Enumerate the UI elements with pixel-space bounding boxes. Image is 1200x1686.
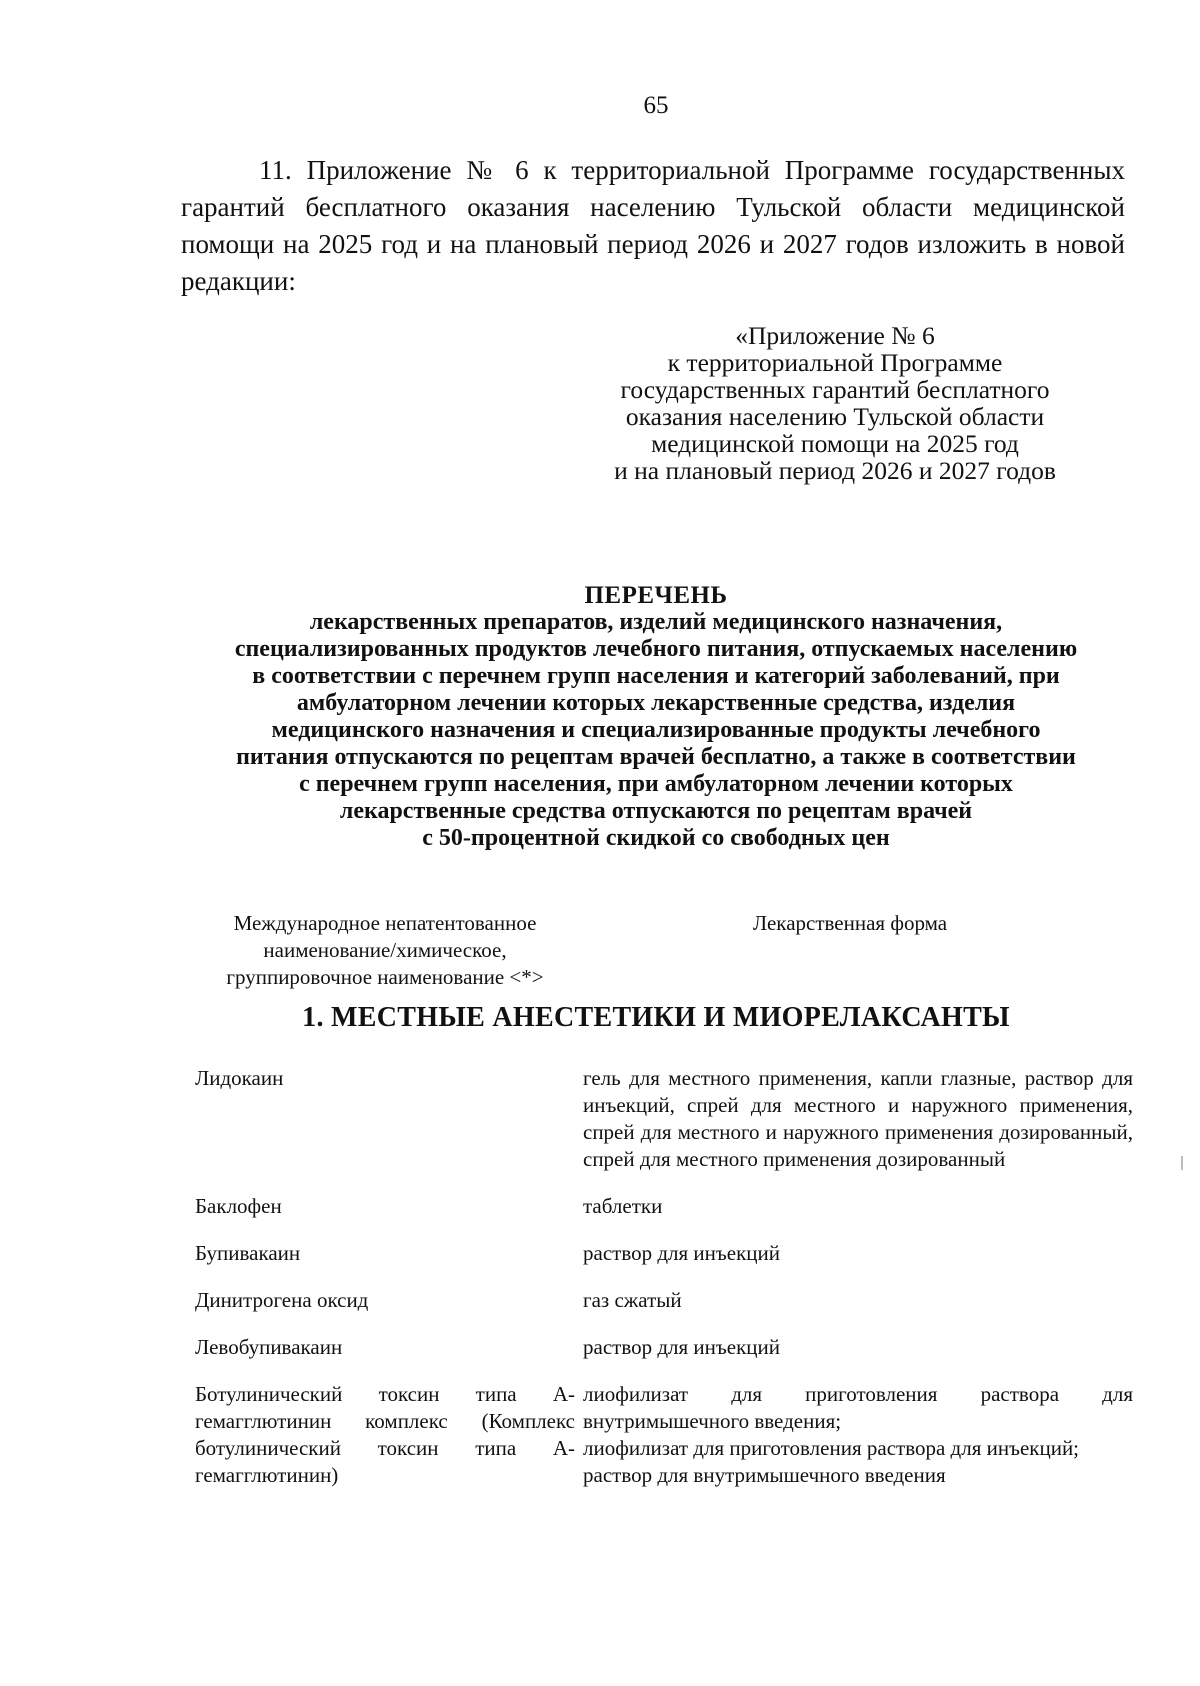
list-title-line: лекарственные средства отпускаются по рецептам врачей xyxy=(339,798,973,824)
annex-header-line: государственных гарантий бесплатного xyxy=(620,375,1050,404)
table-row xyxy=(195,1240,1140,1267)
dosage-form-line: гель для местного применения, капли глазные, раствор для инъекций, спрей для местного и наружного применения, спрей для местного и наружного применения дозированный, спрей для местного применения дозированный xyxy=(583,1066,1133,1171)
drug-name: Ботулинический токсин типа А-гемагглютинин комплекс (Комплекс ботулинический токсин типа А-гемагглютинин) xyxy=(195,1382,575,1487)
drug-table xyxy=(195,1065,1140,1509)
annex-header-line: к территориальной Программе xyxy=(667,348,1003,377)
dosage-form-line: таблетки xyxy=(583,1194,663,1218)
dosage-form-line: раствор для инъекций xyxy=(583,1241,780,1265)
dosage-form xyxy=(583,1381,1133,1489)
dosage-form xyxy=(583,1240,1133,1267)
annex-header-line: и на плановый период 2026 и 2027 годов xyxy=(614,456,1056,485)
table-row xyxy=(195,1065,1140,1173)
dosage-form-line: лиофилизат для приготовления раствора для внутримышечного введения; xyxy=(583,1382,1133,1433)
list-title-line: лекарственных препаратов, изделий медицинского назначения, xyxy=(309,609,1003,635)
dosage-form xyxy=(583,1334,1133,1361)
drug-name: Лидокаин xyxy=(195,1066,284,1090)
drug-name: Левобупивакаин xyxy=(195,1335,343,1359)
annex-header-line: медицинской помощи на 2025 год xyxy=(651,429,1019,458)
list-title-line: питания отпускаются по рецептам врачей бесплатно, а также в соответствии xyxy=(236,744,1076,770)
page-number: 65 xyxy=(643,92,669,119)
list-title-line: специализированных продуктов лечебного питания, отпускаемых населению xyxy=(234,636,1078,662)
table-row xyxy=(195,1334,1140,1361)
drug-name: Бупивакаин xyxy=(195,1241,301,1265)
list-title-line: медицинского назначения и специализированные продукты лечебного xyxy=(271,717,1041,743)
annex-header xyxy=(560,322,1110,484)
drug-name: Динитрогена оксид xyxy=(195,1288,369,1312)
scan-margin-mark xyxy=(1181,1156,1183,1170)
dosage-form-line: раствор для инъекций xyxy=(583,1335,780,1359)
column-header-name: Международное непатентованное наименование/химическое, группировочное наименование <*> xyxy=(226,911,544,989)
table-row xyxy=(195,1381,1140,1489)
dosage-form xyxy=(583,1193,1133,1220)
list-title xyxy=(180,582,1132,852)
list-title-heading: ПЕРЕЧЕНЬ xyxy=(584,582,728,609)
dosage-form xyxy=(583,1287,1133,1314)
table-row xyxy=(195,1193,1140,1220)
dosage-form-line: газ сжатый xyxy=(583,1288,682,1312)
intro-paragraph: 11. Приложение № 6 к территориальной Программе государственных гарантий бесплатного оказания населению Тульской области медицинской помощи на 2025 год и на плановый период 2026 и 2027 годов изложить в новой редакции: xyxy=(181,155,1125,296)
annex-header-line: «Приложение № 6 xyxy=(735,321,935,350)
list-title-line: с 50-процентной скидкой со свободных цен xyxy=(422,825,890,851)
dosage-form-line: лиофилизат для приготовления раствора для инъекций; xyxy=(583,1436,1080,1460)
annex-header-line: оказания населению Тульской области xyxy=(625,402,1045,431)
list-title-line: амбулаторном лечении которых лекарственные средства, изделия xyxy=(296,690,1016,716)
dosage-form xyxy=(583,1065,1133,1173)
list-title-line: в соответствии с перечнем групп населения и категорий заболеваний, при xyxy=(252,663,1060,689)
section-title: 1. МЕСТНЫЕ АНЕСТЕТИКИ И МИОРЕЛАКСАНТЫ xyxy=(302,1002,1010,1033)
drug-name: Баклофен xyxy=(195,1194,282,1218)
table-row xyxy=(195,1287,1140,1314)
column-header-form: Лекарственная форма xyxy=(752,911,948,935)
dosage-form-line: раствор для внутримышечного введения xyxy=(583,1463,946,1487)
list-title-line: с перечнем групп населения, при амбулаторном лечении которых xyxy=(299,771,1013,797)
